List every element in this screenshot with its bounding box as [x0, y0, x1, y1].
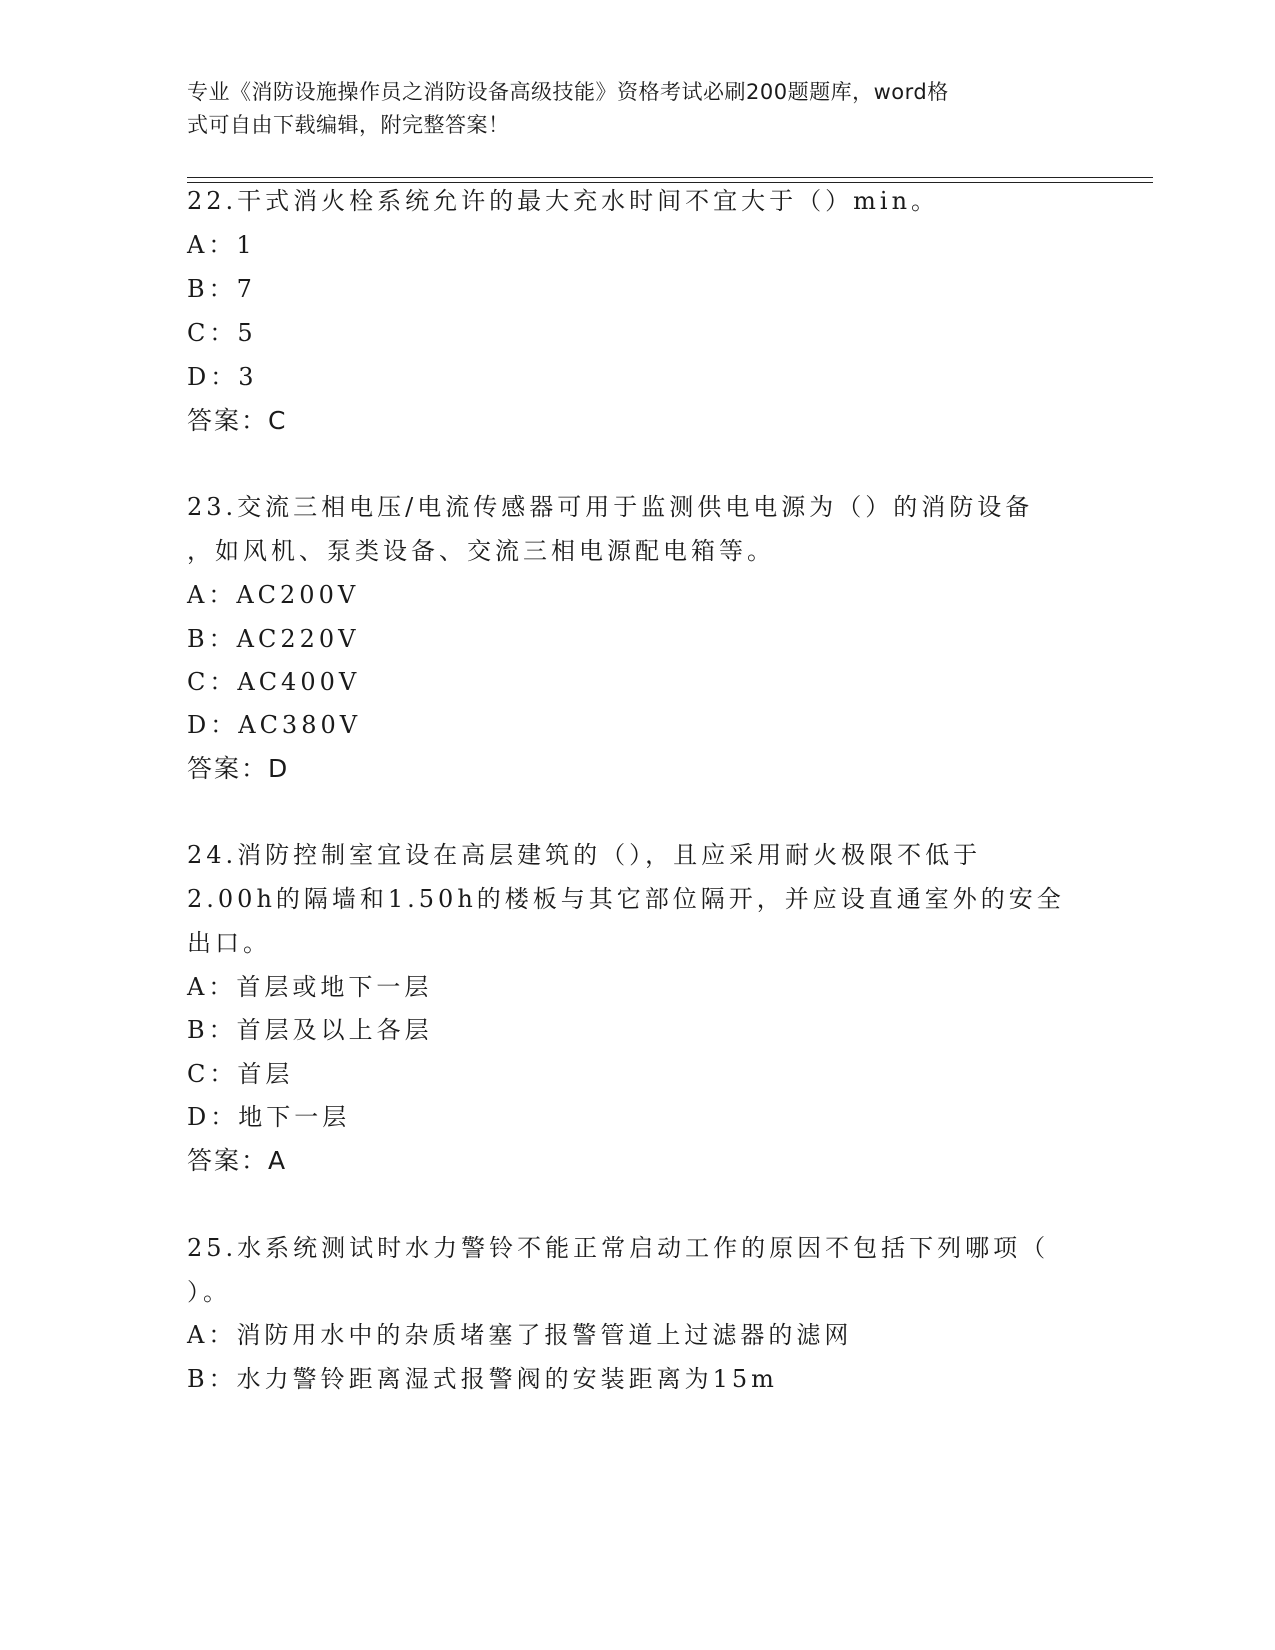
header-title-line-2: 式可自由下载编辑，附完整答案！	[187, 113, 510, 137]
option-b: B：AC220V	[187, 625, 360, 653]
question-text-continued: ，如风机、泵类设备、交流三相电源配电箱等。	[187, 537, 775, 565]
answer: 答案：C	[187, 406, 288, 435]
header-divider-top	[187, 177, 1153, 178]
question-text: 25.水系统测试时水力警铃不能正常启动工作的原因不包括下列哪项（	[187, 1234, 1050, 1262]
option-b: B：水力警铃距离湿式报警阀的安装距离为15m	[187, 1365, 778, 1393]
answer: 答案：D	[187, 754, 290, 783]
answer: 答案：A	[187, 1146, 288, 1175]
option-a: A：消防用水中的杂质堵塞了报警管道上过滤器的滤网	[187, 1321, 853, 1349]
option-d: D：3	[187, 363, 258, 391]
option-a: A：1	[187, 231, 256, 259]
question-text: 23.交流三相电压/电流传感器可用于监测供电电源为（）的消防设备	[187, 493, 1034, 521]
question-text-continued: ）。	[187, 1278, 231, 1306]
option-b: B：7	[187, 275, 256, 303]
option-c: C：AC400V	[187, 668, 361, 696]
question-text-continued: 出口。	[187, 929, 271, 957]
option-a: A：AC200V	[187, 581, 360, 609]
option-a: A：首层或地下一层	[187, 973, 433, 1001]
question-text: 24.消防控制室宜设在高层建筑的（），且应采用耐火极限不低于	[187, 841, 982, 869]
option-c: C：首层	[187, 1060, 294, 1088]
option-d: D：AC380V	[187, 711, 362, 739]
header-title-line-1: 专业《消防设施操作员之消防设备高级技能》资格考试必刷200题题库，word格	[187, 80, 949, 104]
option-b: B：首层及以上各层	[187, 1016, 433, 1044]
option-d: D：地下一层	[187, 1103, 351, 1131]
option-c: C：5	[187, 319, 257, 347]
question-text-continued: 2.00h的隔墙和1.50h的楼板与其它部位隔开，并应设直通室外的安全	[187, 885, 1065, 913]
header-divider-bottom	[187, 182, 1153, 183]
question-text: 22.干式消火栓系统允许的最大充水时间不宜大于（）min。	[187, 187, 940, 215]
